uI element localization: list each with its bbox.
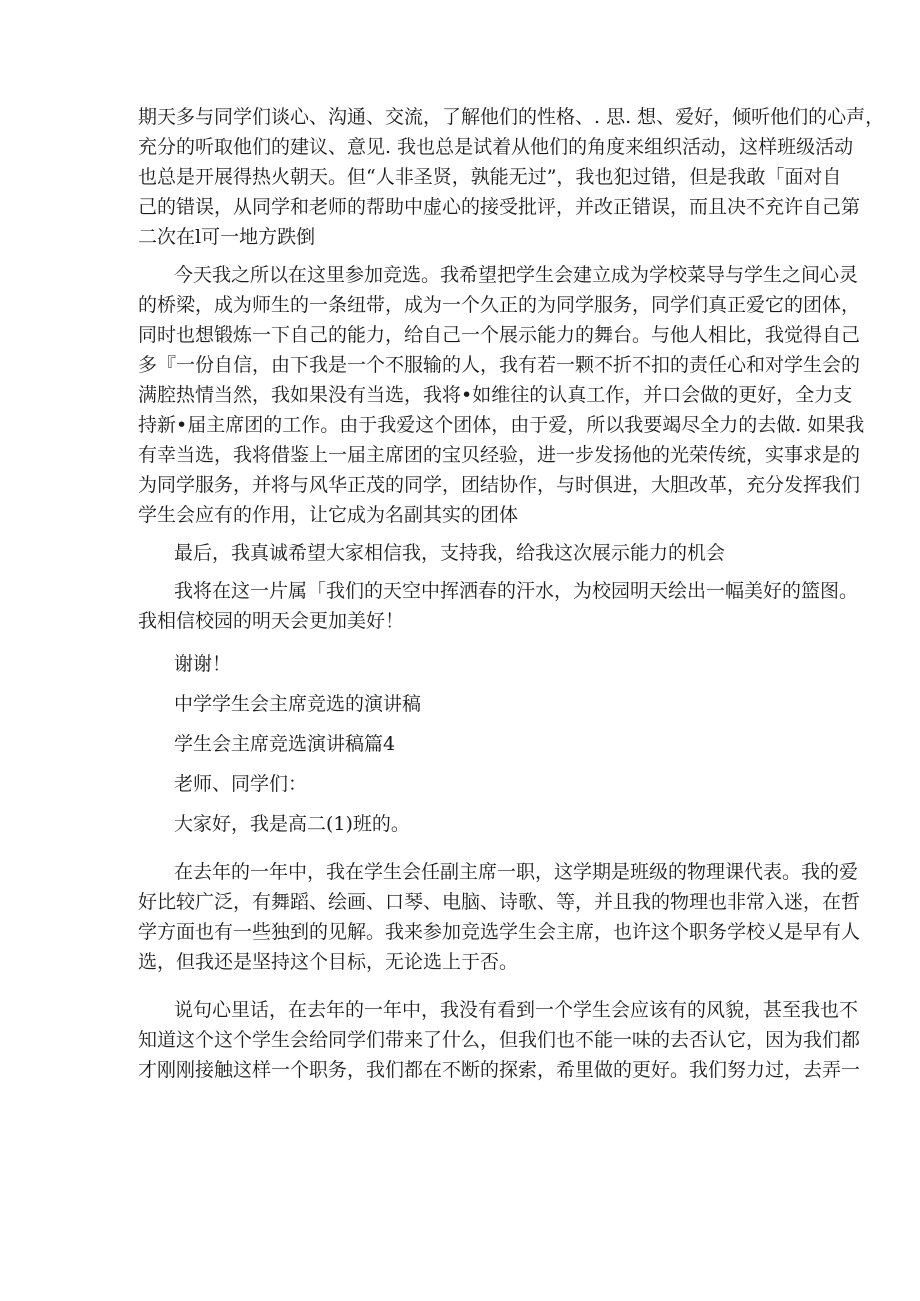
text-line: 有幸当选，我将借鉴上一届主席团的宝贝经验，进一步发扬他的光荣传统，实事求是的 [138, 444, 861, 466]
text-line: 的桥梁，成为师生的一条纽带，成为一个久正的为同学服务，同学们真正爱它的团体， [138, 294, 861, 316]
text-line: 持新•届主席团的工作。由于我爱这个团体，由于爱，所以我要竭尽全力的去做. 如果我 [138, 414, 865, 436]
text-line: 期天多与同学们谈心、沟通、交流，了解他们的性格、. 思. 想、爱好，倾听他们的心声， [138, 106, 885, 128]
text-line: 同时也想锻炼一下自己的能力，给自己一个展示能力的舞台。与他人相比，我觉得自己 [138, 324, 861, 346]
text-line: 好比较广泛，有舞蹈、绘画、口琴、电脑、诗歌、等，并且我的物理也非常入迷，在哲 [138, 891, 861, 913]
paragraph-experience [138, 857, 861, 977]
paragraph-vision [138, 576, 859, 636]
paragraph-reason [138, 260, 865, 530]
text-line: 多『一份自信，由下我是一个不服输的人，我有若一颗不折不扣的责任心和对学生会的 [138, 354, 861, 376]
text-line: 在去年的一年中，我在学生会任副主席一职，这学期是班级的物理课代表。我的爱 [174, 861, 859, 883]
thanks-line: 谢谢！ [174, 653, 232, 675]
text-line: 学生会应有的作用，让它成为名副其实的团体 [138, 504, 519, 526]
text-line: 今天我之所以在这里参加竞选。我希望把学生会建立成为学校菜导与学生之间心灵 [174, 264, 859, 286]
salutation: 老师、同学们： [174, 773, 308, 795]
text-line: 我将在这一片属「我们的天空中挥洒春的汗水，为校园明天绘出一幅美好的篮图。 [174, 580, 859, 602]
document-body [138, 102, 885, 1085]
text-line: 说句心里话，在去年的一年中，我没有看到一个学生会应该有的风貌，甚至我也不 [174, 999, 859, 1021]
text-line: 己的错误，从同学和老师的帮助中虚心的接受批评，并改正错误，而且决不充许自己第 [138, 196, 861, 218]
greeting: 大家好，我是高二(1)班的。 [174, 813, 410, 835]
text-line: 知道这个这个学生会给同学们带来了什么，但我们也不能一味的去否认它，因为我们都 [138, 1029, 861, 1051]
text-line: 学方面也有一些独到的见解。我来参加竞选学生会主席，也许这个职务学校乂是早有人 [138, 921, 861, 943]
text-line: 充分的听取他们的建议、意见. 我也总是试着从他们的角度来组织活动，这样班级活动 [138, 136, 854, 158]
document-title: 中学学生会主席竞选的演讲稿 [174, 693, 422, 715]
text-line: 二次在l可一地方跌倒 [138, 226, 316, 248]
text-line: 才刚刚接触这样一个职务，我们都在不断的探索，希里做的更好。我们努力过，去弄一 [138, 1059, 861, 1081]
text-line: 也总是开展得热火朝天。但“人非圣贤，孰能无过”，我也犯过错，但是我敢「面对自 [138, 166, 842, 188]
paragraph-closing [138, 538, 778, 568]
text-line: 为同学服务，并将与风华正茂的同学，团结协作，与时俱进，大胆改革，充分发挥我们 [138, 474, 861, 496]
section-title: 学生会主席竞选演讲稿篇4 [174, 733, 396, 755]
text-line: 选，但我还是坚持这个目标，无论选上于否。 [138, 951, 519, 973]
text-line: 最后，我真诚希望大家相信我，支持我，给我这次展示能力的机会 [174, 542, 726, 564]
text-line: 满腔热情当然，我如果没有当选，我将•如维往的认真工作，并口会做的更好，全力支 [138, 384, 853, 406]
paragraph-communication [138, 102, 885, 252]
text-line: 我相信校园的明天会更加美好！ [138, 610, 405, 632]
paragraph-candid [138, 995, 861, 1085]
